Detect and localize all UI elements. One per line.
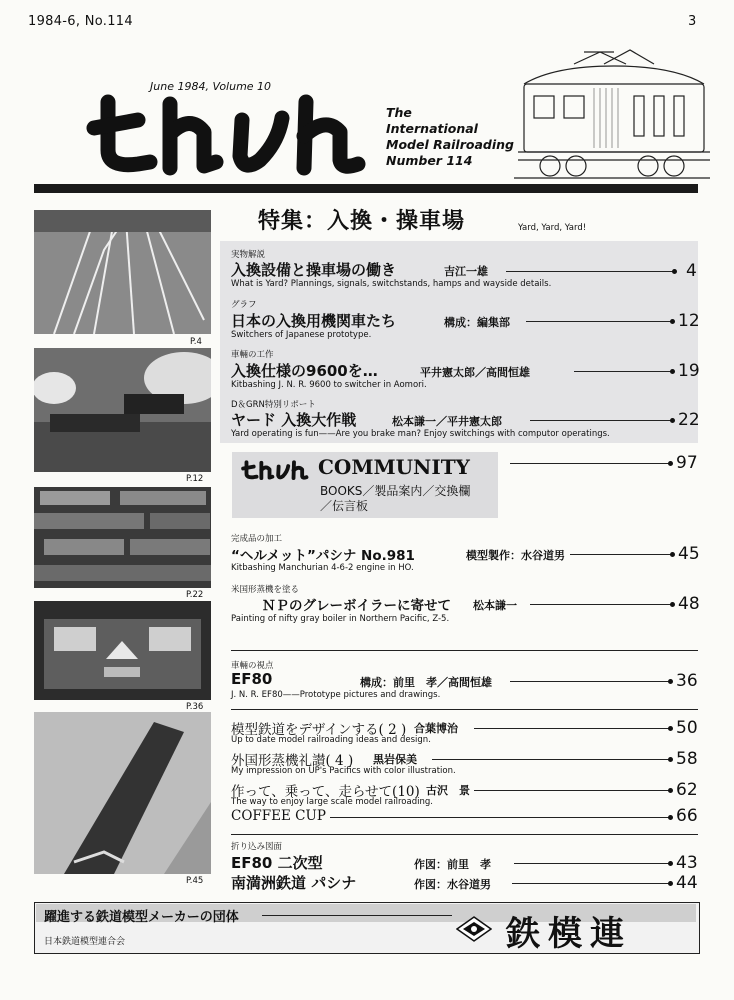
entry-author: 構成：編集部 bbox=[444, 316, 510, 329]
entry-page[interactable]: 12 bbox=[678, 311, 700, 331]
header-rule bbox=[34, 184, 698, 193]
tagline-line: Model Railroading bbox=[386, 137, 514, 152]
entry-section: 車輛の視点 bbox=[231, 661, 274, 671]
column-page[interactable]: 66 bbox=[676, 806, 698, 826]
page-number: 3 bbox=[688, 14, 697, 29]
leader-dot bbox=[670, 602, 675, 607]
photo-caption: P.4 bbox=[190, 337, 202, 347]
entry-page[interactable]: 22 bbox=[678, 410, 700, 430]
column-title[interactable]: COFFEE CUP bbox=[231, 808, 326, 824]
foldout-section: 折り込み図面 bbox=[231, 842, 283, 852]
photo-caption: P.12 bbox=[186, 474, 204, 484]
entry-section: 実物解説 bbox=[231, 250, 266, 260]
leader-dot bbox=[668, 679, 673, 684]
entry-title[interactable]: EF80 bbox=[231, 670, 273, 688]
entry-english: Yard operating is fun——Are you brake man? Enjoy switchings with computor operatings. bbox=[231, 429, 610, 439]
column-english: The way to enjoy large scale model railroading. bbox=[231, 797, 433, 807]
entry-page[interactable]: 36 bbox=[676, 671, 698, 691]
tagline-line: International bbox=[386, 121, 478, 136]
photo-ef80-front bbox=[34, 601, 211, 700]
entry-page[interactable]: 4 bbox=[686, 261, 697, 281]
issue-number: 1984-6, No.114 bbox=[28, 14, 133, 29]
entry-english: What is Yard? Plannings, signals, switchstands, hamps and wayside details. bbox=[231, 279, 552, 289]
emblem-icon bbox=[456, 916, 492, 942]
entry-section: D＆GRN特別リポート bbox=[231, 400, 316, 410]
leader-line bbox=[506, 271, 674, 272]
community-line: BOOKS／製品案内／交換欄 bbox=[320, 484, 471, 498]
community-logo bbox=[238, 457, 314, 481]
foldout-title[interactable]: 南満洲鉄道 パシナ bbox=[231, 874, 357, 892]
tagline bbox=[386, 105, 514, 169]
community-line: ／伝言板 bbox=[320, 499, 369, 513]
entry-english: Painting of nifty gray boiler in Northern Pacific, Z-5. bbox=[231, 614, 450, 624]
leader-dot bbox=[670, 552, 675, 557]
footer-organization: 日本鉄道模型連合会 bbox=[44, 937, 126, 947]
column-page[interactable]: 58 bbox=[676, 749, 698, 769]
tagline-line: The bbox=[386, 105, 412, 120]
leader-line bbox=[512, 883, 670, 884]
entry-author: 模型製作：水谷道男 bbox=[466, 549, 565, 562]
entry-title[interactable]: ヤード 入換大作戦 bbox=[231, 411, 357, 429]
foldout-page[interactable]: 43 bbox=[676, 853, 698, 873]
leader-line bbox=[530, 604, 672, 605]
entry-title[interactable]: 日本の入換用機関車たち bbox=[231, 312, 397, 330]
photo-freight-cars bbox=[34, 487, 211, 588]
photo-caption: P.22 bbox=[186, 590, 204, 600]
photo-yard-tracks bbox=[34, 210, 211, 334]
entry-english: J. N. R. EF80——Prototype pictures and drawings. bbox=[231, 690, 441, 700]
feature-title: 特集：入換・操車場 bbox=[258, 209, 466, 234]
feature-subtitle: Yard, Yard, Yard! bbox=[518, 223, 587, 233]
column-author: 黒岩保美 bbox=[373, 753, 417, 766]
footer-rule bbox=[262, 915, 452, 916]
foldout-title[interactable]: EF80 二次型 bbox=[231, 854, 323, 872]
entry-title[interactable]: “ヘルメット”パシナ No.981 bbox=[231, 548, 415, 564]
leader-dot bbox=[668, 757, 673, 762]
foldout-author: 作図：水谷道男 bbox=[414, 878, 491, 891]
photo-pashina-model bbox=[34, 712, 211, 874]
column-page[interactable]: 50 bbox=[676, 718, 698, 738]
leader-line bbox=[510, 463, 670, 464]
tagline-line: Number 114 bbox=[386, 153, 473, 168]
photo-steam-yard bbox=[34, 348, 211, 472]
community-page[interactable]: 97 bbox=[676, 453, 698, 473]
footer-brand: 鉄模連 bbox=[506, 914, 632, 954]
leader-dot bbox=[668, 861, 673, 866]
leader-dot bbox=[670, 418, 675, 423]
leader-line bbox=[570, 554, 672, 555]
entry-author: 松本謙一／平井憲太郎 bbox=[392, 415, 502, 428]
leader-line bbox=[330, 817, 670, 818]
leader-line bbox=[432, 759, 670, 760]
entry-author: 構成：前里 孝／高間恒雄 bbox=[360, 676, 492, 689]
entry-english: Kitbashing J. N. R. 9600 to switcher in Aomori. bbox=[231, 380, 427, 390]
leader-line bbox=[514, 863, 670, 864]
community-contents bbox=[320, 484, 470, 514]
leader-line bbox=[510, 681, 670, 682]
leader-line bbox=[474, 728, 670, 729]
date-volume: June 1984, Volume 10 bbox=[150, 80, 272, 93]
entry-title[interactable]: 入換設備と操車場の働き bbox=[231, 261, 397, 279]
community-title[interactable]: COMMUNITY bbox=[318, 455, 470, 479]
foldout-page[interactable]: 44 bbox=[676, 873, 698, 893]
entry-section: 完成品の加工 bbox=[231, 534, 283, 544]
magazine-logo bbox=[86, 80, 376, 180]
entry-page[interactable]: 19 bbox=[678, 361, 700, 381]
section-divider bbox=[231, 650, 698, 651]
photo-caption: P.36 bbox=[186, 702, 204, 712]
entry-author: 平井憲太郎／高間恒雄 bbox=[420, 366, 530, 379]
entry-page[interactable]: 48 bbox=[678, 594, 700, 614]
column-english: My impression on UP's Pacifics with color illustration. bbox=[231, 766, 456, 776]
foldout-author: 作図：前里 孝 bbox=[414, 858, 491, 871]
entry-author: 松本謙一 bbox=[473, 599, 517, 612]
column-english: Up to date model railroading ideas and design. bbox=[231, 735, 431, 745]
entry-english: Switchers of Japanese prototype. bbox=[231, 330, 372, 340]
leader-dot bbox=[668, 815, 673, 820]
column-title[interactable]: 外国形蒸機礼讃( 4 ) bbox=[231, 753, 354, 769]
section-divider bbox=[231, 834, 698, 835]
leader-line bbox=[530, 420, 672, 421]
photo-caption: P.45 bbox=[186, 876, 204, 886]
column-author: 古沢 景 bbox=[426, 784, 470, 797]
leader-dot bbox=[668, 461, 673, 466]
footer-slogan: 躍進する鉄道模型メーカーの団体 bbox=[44, 910, 239, 925]
leader-dot bbox=[670, 319, 675, 324]
leader-line bbox=[574, 371, 672, 372]
column-title[interactable]: 模型鉄道をデザインする( 2 ) bbox=[231, 722, 407, 738]
entry-title[interactable]: ＮＰのグレーボイラーに寄せて bbox=[262, 598, 451, 614]
section-divider bbox=[231, 709, 698, 710]
leader-dot bbox=[670, 369, 675, 374]
column-author: 合葉博治 bbox=[414, 722, 458, 735]
entry-title[interactable]: 入換仕様の9600を… bbox=[231, 362, 378, 380]
column-title[interactable]: 作って、乗って、走らせて(10) bbox=[231, 784, 420, 800]
entry-section: グラフ bbox=[231, 300, 257, 310]
entry-author: 吉江一雄 bbox=[444, 265, 488, 278]
entry-page[interactable]: 45 bbox=[678, 544, 700, 564]
leader-line bbox=[474, 790, 670, 791]
leader-dot bbox=[668, 726, 673, 731]
entry-english: Kitbashing Manchurian 4-6-2 engine in HO. bbox=[231, 563, 414, 573]
leader-dot bbox=[672, 269, 677, 274]
locomotive-illustration bbox=[514, 44, 710, 186]
leader-dot bbox=[668, 788, 673, 793]
leader-line bbox=[526, 321, 672, 322]
leader-dot bbox=[668, 881, 673, 886]
column-page[interactable]: 62 bbox=[676, 780, 698, 800]
entry-section: 米国形蒸機を塗る bbox=[231, 585, 300, 595]
entry-section: 車輛の工作 bbox=[231, 350, 274, 360]
